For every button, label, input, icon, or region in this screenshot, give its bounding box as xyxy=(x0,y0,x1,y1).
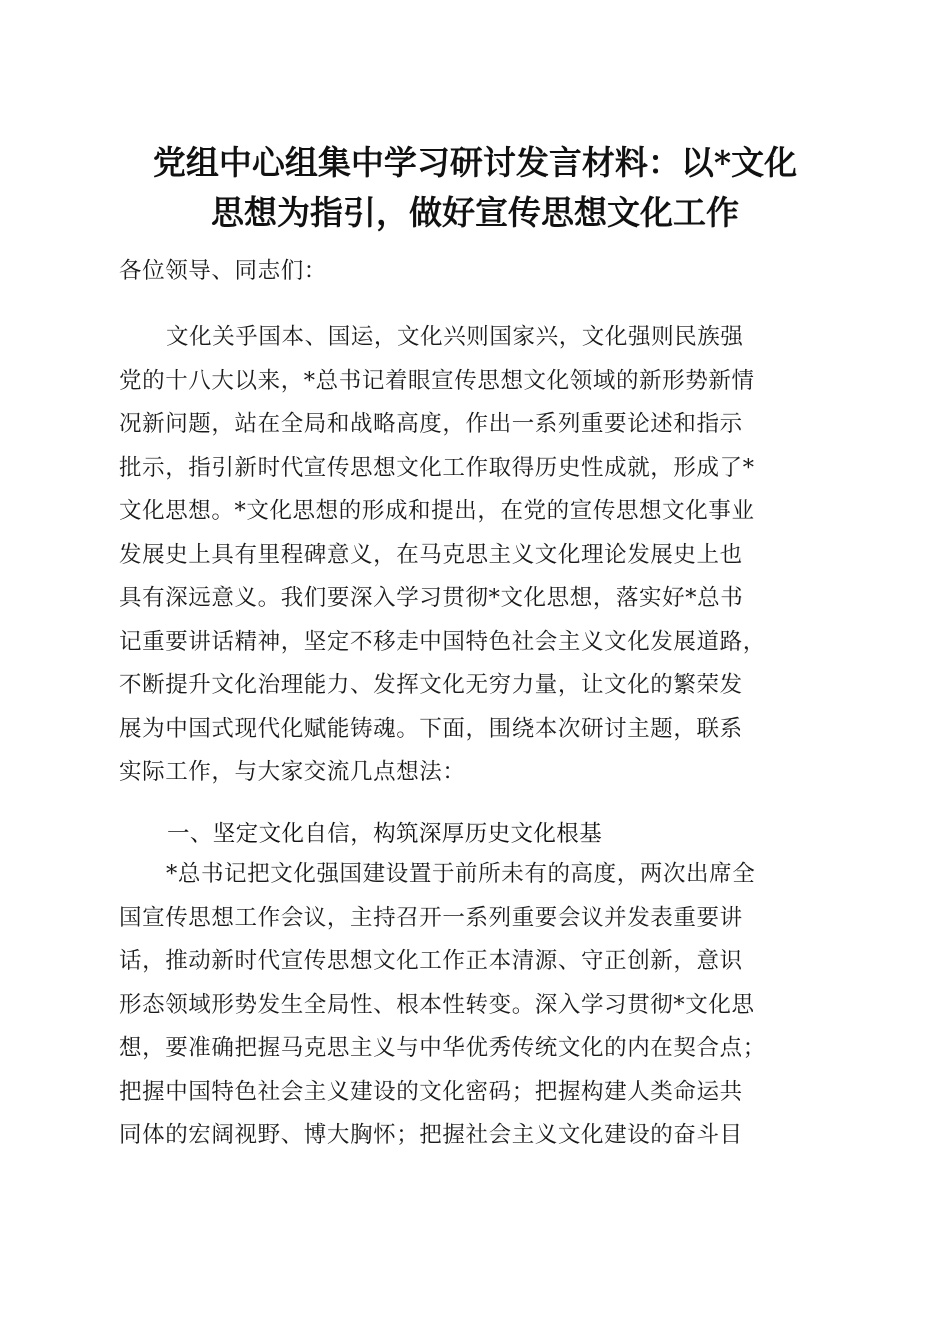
paragraph-line: 文化思想。*文化思想的形成和提出，在党的宣传思想文化事业 xyxy=(119,498,755,524)
paragraph-line: 同体的宏阔视野、博大胸怀；把握社会主义文化建设的奋斗目 xyxy=(119,1122,743,1148)
paragraph-line: 发展史上具有里程碑意义，在马克思主义文化理论发展史上也 xyxy=(119,541,743,568)
paragraph-line: 党的十八大以来，*总书记着眼宣传思想文化领域的新形势新情 xyxy=(119,367,755,394)
paragraph-line: 话，推动新时代宣传思想文化工作正本清源、守正创新，意识 xyxy=(119,948,743,974)
paragraph-line: 文化关乎国本、国运，文化兴则国家兴，文化强则民族强 xyxy=(166,324,744,350)
paragraph-line: 不断提升文化治理能力、发挥文化无穷力量，让文化的繁荣发 xyxy=(119,672,743,698)
paragraph-line: 具有深远意义。我们要深入学习贯彻*文化思想，落实好*总书 xyxy=(119,585,744,611)
paragraph-line: 记重要讲话精神，坚定不移走中国特色社会主义文化发展道路， xyxy=(119,628,766,655)
title-line-2: 思想为指引，做好宣传思想文化工作 xyxy=(211,193,739,232)
title-line-1: 党组中心组集中学习研讨发言材料：以*文化 xyxy=(152,143,798,182)
paragraph-line: 实际工作，与大家交流几点想法： xyxy=(119,759,466,785)
paragraph-1 xyxy=(119,316,839,795)
paragraph-line: 国宣传思想工作会议，主持召开一系列重要会议并发表重要讲 xyxy=(119,904,743,931)
paragraph-line: 况新问题，站在全局和战略高度，作出一系列重要论述和指示 xyxy=(119,411,743,437)
greeting: 各位领导、同志们： xyxy=(119,258,327,284)
document-title xyxy=(110,138,840,238)
paragraph-line: 展为中国式现代化赋能铸魂。下面，围绕本次研讨主题，联系 xyxy=(119,715,743,742)
section-heading-1: 一、坚定文化自信，构筑深厚历史文化根基 xyxy=(167,821,603,847)
paragraph-2 xyxy=(119,853,839,1158)
paragraph-line: 把握中国特色社会主义建设的文化密码；把握构建人类命运共 xyxy=(119,1078,743,1105)
paragraph-line: 想，要准确把握马克思主义与中华优秀传统文化的内在契合点； xyxy=(119,1035,766,1061)
paragraph-line: *总书记把文化强国建设置于前所未有的高度，两次出席全 xyxy=(166,861,756,887)
paragraph-line: 形态领域形势发生全局性、根本性转变。深入学习贯彻*文化思 xyxy=(119,991,755,1018)
paragraph-line: 批示，指引新时代宣传思想文化工作取得历史性成就，形成了* xyxy=(119,454,755,481)
